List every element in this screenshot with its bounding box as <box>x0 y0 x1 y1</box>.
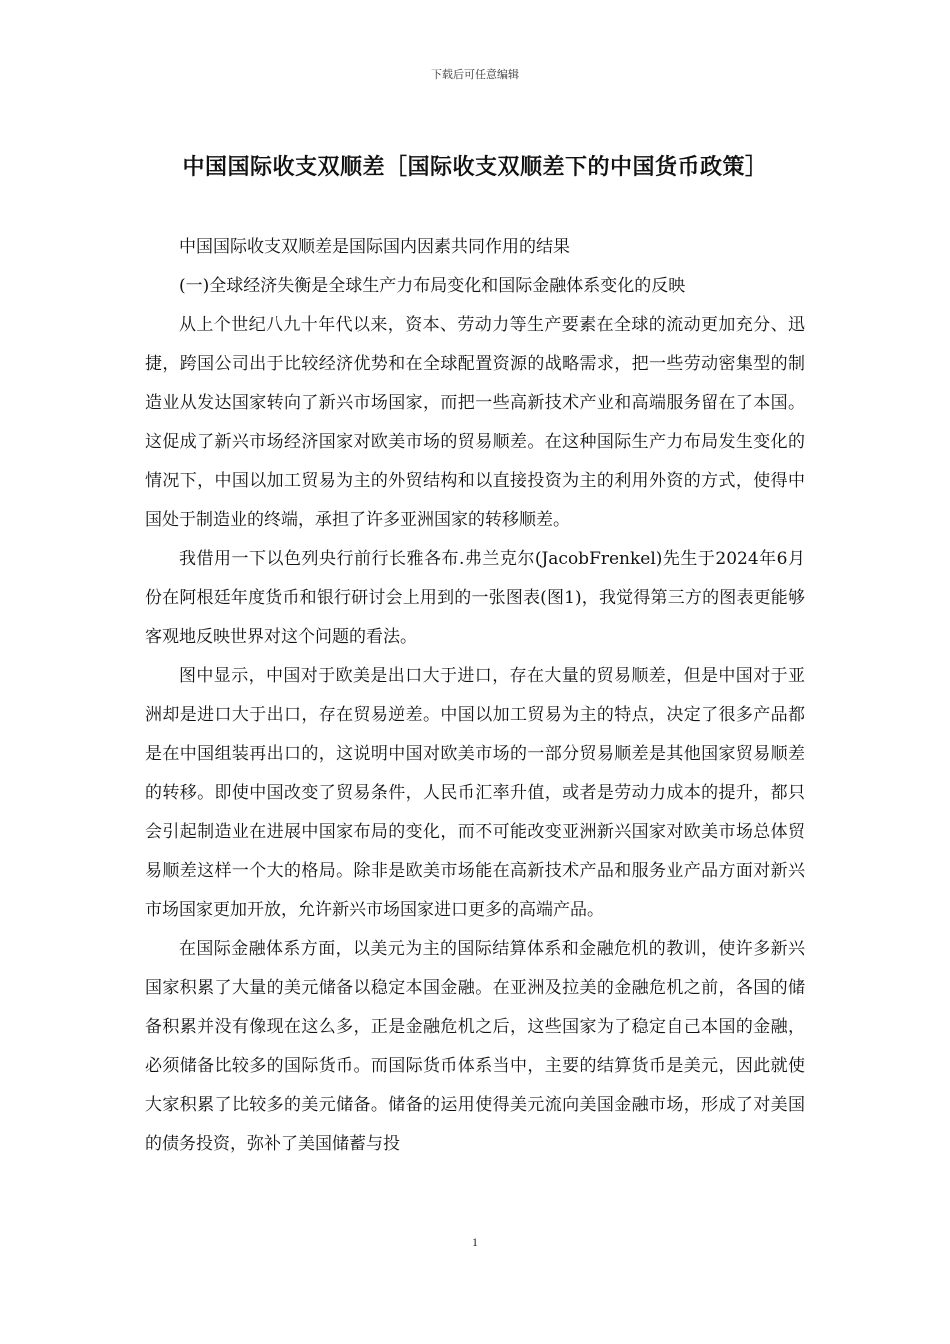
paragraph: 中国国际收支双顺差是国际国内因素共同作用的结果 <box>179 237 570 257</box>
paragraph: 图中显示，中国对于欧美是出口大于进口，存在大量的贸易顺差，但是中国对于亚洲却是进口大于出口，存在贸易逆差。中国以加工贸易为主的特点，决定了很多产品都是在中国组装再出口的，这说明中国对欧美市场的一部分贸易顺差是其他国家贸易顺差的转移。即使中国改变了贸易条件，人民币汇率升值，或者是劳动力成本的提升，都只会引起制造业在进展中国家布局的变化，而不可能改变亚洲新兴国家对欧美市场总体贸易顺差这样一个大的格局。除非是欧美市场能在高新技术产品和服务业产品方面对新兴市场国家更加开放，允许新兴市场国家进口更多的高端产品。 <box>145 666 805 920</box>
document-body <box>145 228 805 1164</box>
page-number: 1 <box>472 1235 478 1249</box>
document-title: 中国国际收支双顺差［国际收支双顺差下的中国货币政策］ <box>182 155 768 180</box>
paragraph: 在国际金融体系方面，以美元为主的国际结算体系和金融危机的教训，使许多新兴国家积累了大量的美元储备以稳定本国金融。在亚洲及拉美的金融危机之前，各国的储备积累并没有像现在这么多，正是金融危机之后，这些国家为了稳定自己本国的金融，必须储备比较多的国际货币。而国际货币体系当中，主要的结算货币是美元，因此就使大家积累了比较多的美元储备。储备的运用使得美元流向美国金融市场，形成了对美国的债务投资，弥补了美国储蓄与投 <box>145 939 805 1154</box>
paragraph: 从上个世纪八九十年代以来，资本、劳动力等生产要素在全球的流动更加充分、迅捷，跨国公司出于比较经济优势和在全球配置资源的战略需求，把一些劳动密集型的制造业从发达国家转向了新兴市场国家，而把一些高新技术产业和高端服务留在了本国。这促成了新兴市场经济国家对欧美市场的贸易顺差。在这种国际生产力布局发生变化的情况下，中国以加工贸易为主的外贸结构和以直接投资为主的利用外资的方式，使得中国处于制造业的终端，承担了许多亚洲国家的转移顺差。 <box>145 315 805 530</box>
page-header: 下载后可任意编辑 <box>431 68 519 81</box>
paragraph: (一)全球经济失衡是全球生产力布局变化和国际金融体系变化的反映 <box>179 276 686 296</box>
paragraph: 我借用一下以色列央行前行长雅各布.弗兰克尔(JacobFrenkel)先生于2024年6月份在阿根廷年度货币和银行研讨会上用到的一张图表(图1)，我觉得第三方的图表更能够客观地反映世界对这个问题的看法。 <box>145 549 805 647</box>
